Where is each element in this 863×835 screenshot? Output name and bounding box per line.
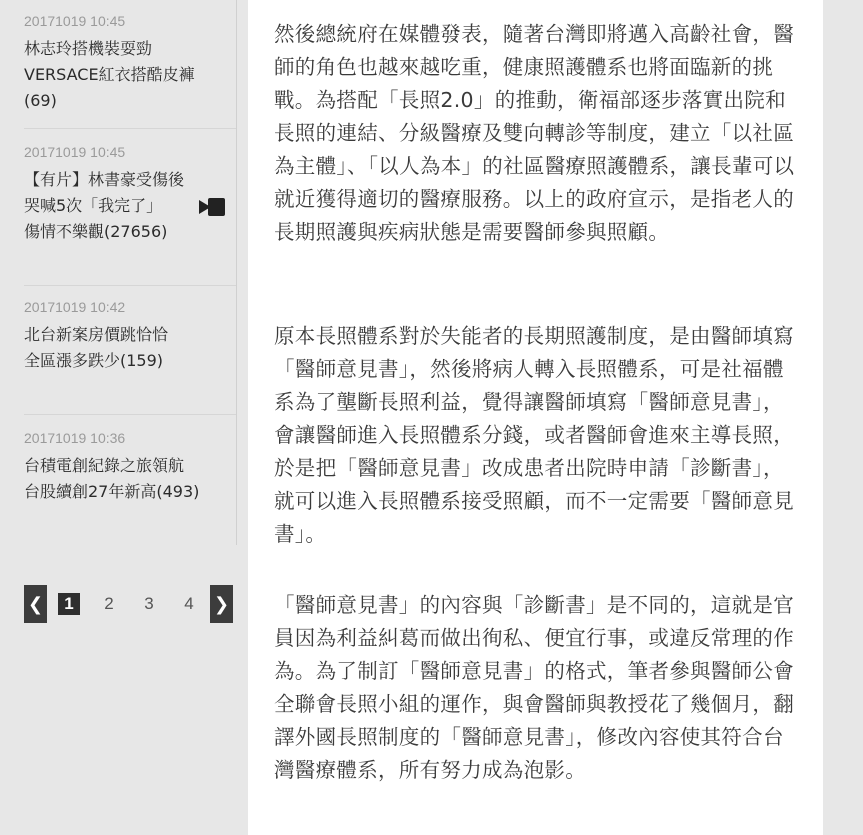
page-4-button[interactable]: 4 <box>184 594 194 613</box>
page-1-button[interactable]: 1 <box>58 593 80 615</box>
prev-page-button[interactable] <box>24 585 47 623</box>
news-title[interactable]: 北台新案房價跳恰恰 全區漲多跌少(159) <box>24 325 185 370</box>
news-item[interactable] <box>24 12 224 114</box>
news-title[interactable]: 林志玲搭機裝耍勁 VERSACE紅衣搭酷皮褲(69) <box>24 39 195 110</box>
divider <box>24 128 236 129</box>
news-title[interactable]: 台積電創紀錄之旅領航 台股續創27年新高(493) <box>24 456 201 501</box>
article-paragraph: 然後總統府在媒體發表，隨著台灣即將邁入高齡社會，醫師的角色也越來越吃重，健康照護體系也將面臨新的挑戰。為搭配「長照2.0」的推動，衛福部逐步落實出院和長照的連結、分級醫療及雙向轉診等制度，建立「以社區為主體」、「以人為本」的社區醫療照護體系，讓長輩可以就近獲得適切的醫療服務。以上的政府宣示，是指老人的長期照護與疾病狀態是需要醫師參與照顧。 <box>274 22 795 244</box>
news-item[interactable] <box>24 429 224 505</box>
chevron-left-icon: ❮ <box>27 593 44 615</box>
news-date: 20171019 10:42 <box>24 299 126 315</box>
divider <box>24 414 236 415</box>
chevron-right-icon: ❯ <box>213 593 230 615</box>
article-paragraph: 「醫師意見書」的內容與「診斷書」是不同的，這就是官員因為利益糾葛而做出徇私、便宜行事，或違反常理的作為。為了制訂「醫師意見書」的格式，筆者參與醫師公會全聯會長照小組的運作，與會醫師與教授花了幾個月，翻譯外國長照制度的「醫師意見書」，修改內容使其符合台灣醫療體系，所有努力成為泡影。 <box>274 593 794 782</box>
article-body <box>248 0 823 835</box>
sidebar-edge <box>236 0 237 545</box>
sidebar-news-list <box>0 0 238 545</box>
video-camera-icon <box>199 197 226 217</box>
next-page-button[interactable] <box>210 585 233 623</box>
page-2-button[interactable]: 2 <box>104 594 114 613</box>
news-item[interactable] <box>24 143 224 245</box>
page-3-button[interactable]: 3 <box>144 594 154 613</box>
pagination <box>24 585 236 623</box>
news-date: 20171019 10:36 <box>24 430 126 446</box>
news-title[interactable]: 【有片】林書豪受傷後哭喊5次「我完了」 傷情不樂觀(27656) <box>24 170 185 241</box>
article-paragraph: 原本長照體系對於失能者的長期照護制度，是由醫師填寫「醫師意見書」，然後將病人轉入長照體系，可是社福體系為了壟斷長照利益，覺得讓醫師填寫「醫師意見書」，會讓醫師進入長照體系分錢，或者醫師會進來主導長照，於是把「醫師意見書」改成患者出院時申請「診斷書」，就可以進入長照體系接受照顧，而不一定需要「醫師意見書」。 <box>274 324 794 546</box>
news-item[interactable] <box>24 298 224 374</box>
divider <box>24 285 236 286</box>
news-date: 20171019 10:45 <box>24 144 126 160</box>
news-date: 20171019 10:45 <box>24 13 126 29</box>
